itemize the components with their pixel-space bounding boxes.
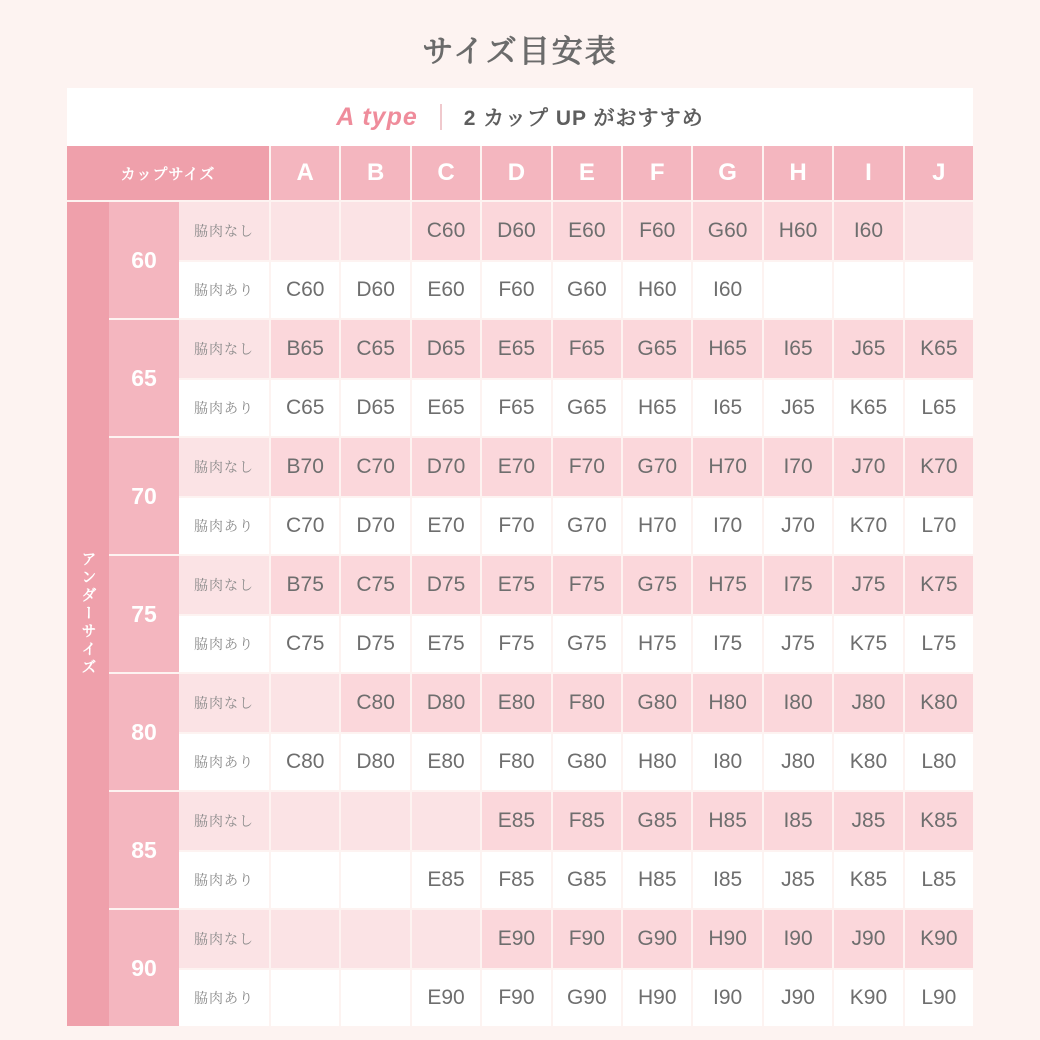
table-row [179,260,973,318]
size-table [67,88,973,1026]
size-cell: K65 [903,320,973,378]
row-label: 脇肉あり [179,970,269,1026]
table-body [67,200,973,1026]
size-cell [410,910,480,968]
size-cell: F70 [480,498,550,554]
size-cell: F60 [480,262,550,318]
size-cell: E60 [551,202,621,260]
size-cell: H65 [621,380,691,436]
row-label: 脇肉なし [179,674,269,732]
size-cell: H75 [691,556,761,614]
size-cell: F75 [480,616,550,672]
size-cell [762,262,832,318]
size-cell: G85 [621,792,691,850]
size-cell: F90 [551,910,621,968]
cup-header-h: H [762,146,832,200]
table-row [179,496,973,554]
size-cell: D75 [410,556,480,614]
size-cell: H65 [691,320,761,378]
size-cell: F70 [551,438,621,496]
size-cell: E90 [480,910,550,968]
cup-header-c: C [410,146,480,200]
size-cell: G65 [621,320,691,378]
size-cell: D65 [339,380,409,436]
size-cell: E70 [410,498,480,554]
under-size-value: 75 [109,556,179,672]
size-cell: I65 [762,320,832,378]
size-cell: H70 [621,498,691,554]
size-cell: K70 [832,498,902,554]
page-title: サイズ目安表 [422,34,618,69]
size-cell: D65 [410,320,480,378]
table-row [179,732,973,790]
size-cell: I85 [691,852,761,908]
size-cell [269,910,339,968]
size-cell: K65 [832,380,902,436]
row-label: 脇肉なし [179,320,269,378]
size-cell: K75 [903,556,973,614]
size-cell [903,202,973,260]
banner-divider [440,104,442,130]
size-cell: K90 [832,970,902,1026]
size-cell: I75 [762,556,832,614]
size-cell: B70 [269,438,339,496]
size-cell: G70 [551,498,621,554]
size-cell: I65 [691,380,761,436]
under-size-value: 80 [109,674,179,790]
size-cell: E90 [410,970,480,1026]
row-label: 脇肉なし [179,910,269,968]
size-cell: J70 [762,498,832,554]
under-size-value: 85 [109,792,179,908]
size-cell: F75 [551,556,621,614]
size-cell: C60 [410,202,480,260]
table-header-row [67,146,973,200]
size-cell: J65 [832,320,902,378]
type-label: A type [336,102,418,131]
size-cell: I60 [832,202,902,260]
size-cell: G70 [621,438,691,496]
size-cell: D70 [339,498,409,554]
size-cell: G90 [621,910,691,968]
size-cell: J70 [832,438,902,496]
size-cell: H70 [691,438,761,496]
under-size-group [109,908,973,1026]
table-row [179,614,973,672]
size-cell: H60 [762,202,832,260]
size-cell [339,792,409,850]
table-row [179,910,973,968]
size-cell: B65 [269,320,339,378]
size-cell: J90 [762,970,832,1026]
size-cell: H85 [691,792,761,850]
size-cell: C70 [269,498,339,554]
under-size-value: 65 [109,320,179,436]
size-cell: H80 [691,674,761,732]
under-size-axis-text: アンダーサイズ [79,551,97,677]
size-cell: G85 [551,852,621,908]
under-size-group [109,790,973,908]
size-cell: C65 [269,380,339,436]
table-row [179,320,973,378]
size-cell: G75 [551,616,621,672]
size-cell: I80 [762,674,832,732]
size-cell: K75 [832,616,902,672]
size-cell: I90 [762,910,832,968]
table-row [179,438,973,496]
size-cell: I75 [691,616,761,672]
size-cell: D60 [339,262,409,318]
size-cell: F80 [551,674,621,732]
size-cell: G80 [551,734,621,790]
size-cell: I60 [691,262,761,318]
size-cell: L80 [903,734,973,790]
size-cell: K80 [903,674,973,732]
size-cell: H75 [621,616,691,672]
size-cell: F65 [551,320,621,378]
size-cell: F85 [480,852,550,908]
size-cell: H90 [621,970,691,1026]
size-cell: I80 [691,734,761,790]
group-rows [179,202,973,318]
under-size-group [109,436,973,554]
size-cell [269,674,339,732]
size-cell: G65 [551,380,621,436]
size-cell: C75 [339,556,409,614]
size-cell: E85 [480,792,550,850]
size-cell: K85 [903,792,973,850]
size-cell [832,262,902,318]
size-cell: L75 [903,616,973,672]
size-cell: F90 [480,970,550,1026]
size-cell: G80 [621,674,691,732]
under-size-group [109,554,973,672]
cup-size-header-label: カップサイズ [67,146,269,200]
row-label: 脇肉なし [179,438,269,496]
size-cell: I90 [691,970,761,1026]
table-row [179,850,973,908]
size-cell [903,262,973,318]
size-cell: J65 [762,380,832,436]
size-cell: E75 [410,616,480,672]
cup-header-g: G [691,146,761,200]
size-cell: J85 [762,852,832,908]
size-cell: G75 [621,556,691,614]
group-rows [179,556,973,672]
size-cell: C60 [269,262,339,318]
size-cell: C80 [339,674,409,732]
size-cell: E60 [410,262,480,318]
row-label: 脇肉あり [179,616,269,672]
size-cell: K80 [832,734,902,790]
size-cell: J85 [832,792,902,850]
group-rows [179,910,973,1026]
size-cell: K90 [903,910,973,968]
row-label: 脇肉あり [179,852,269,908]
type-banner [67,88,973,146]
under-size-group [109,672,973,790]
size-cell [410,792,480,850]
size-cell: K70 [903,438,973,496]
size-cell: E80 [410,734,480,790]
under-size-value: 70 [109,438,179,554]
size-cell: C75 [269,616,339,672]
size-cell [339,852,409,908]
size-cell: E65 [410,380,480,436]
size-cell: J80 [832,674,902,732]
size-cell [339,910,409,968]
size-cell: F85 [551,792,621,850]
under-size-value: 90 [109,910,179,1026]
row-label: 脇肉あり [179,380,269,436]
table-row [179,792,973,850]
size-cell: D60 [480,202,550,260]
size-cell [339,202,409,260]
size-cell: F60 [621,202,691,260]
row-label: 脇肉あり [179,262,269,318]
row-label: 脇肉あり [179,498,269,554]
size-cell: G60 [691,202,761,260]
size-cell: E70 [480,438,550,496]
cup-header-j: J [903,146,973,200]
row-label: 脇肉あり [179,734,269,790]
size-cell [269,852,339,908]
size-cell: I85 [762,792,832,850]
size-cell: L70 [903,498,973,554]
size-cell [339,970,409,1026]
size-grid [109,200,973,1026]
size-cell [269,792,339,850]
size-cell: D80 [410,674,480,732]
size-cell [269,202,339,260]
size-cell: B75 [269,556,339,614]
size-cell: L65 [903,380,973,436]
size-cell: H80 [621,734,691,790]
size-cell: L85 [903,852,973,908]
row-label: 脇肉なし [179,202,269,260]
size-cell: J75 [762,616,832,672]
size-cell: D80 [339,734,409,790]
row-label: 脇肉なし [179,792,269,850]
size-cell: J75 [832,556,902,614]
under-size-value: 60 [109,202,179,318]
table-row [179,968,973,1026]
cup-header-b: B [339,146,409,200]
table-row [179,556,973,614]
size-cell: J90 [832,910,902,968]
size-cell: I70 [691,498,761,554]
row-label: 脇肉なし [179,556,269,614]
size-cell: F80 [480,734,550,790]
size-cell: F65 [480,380,550,436]
group-rows [179,320,973,436]
recommendation-label: 2 カップ UP がおすすめ [463,107,704,130]
size-cell: I70 [762,438,832,496]
size-cell: H60 [621,262,691,318]
cup-header-d: D [480,146,550,200]
cup-header-i: I [832,146,902,200]
group-rows [179,674,973,790]
table-row [179,378,973,436]
size-cell: H85 [621,852,691,908]
size-cell: D75 [339,616,409,672]
size-cell: E80 [480,674,550,732]
size-cell: G90 [551,970,621,1026]
size-cell: G60 [551,262,621,318]
group-rows [179,438,973,554]
size-cell: C65 [339,320,409,378]
table-row [179,674,973,732]
size-cell: E65 [480,320,550,378]
under-size-group [109,200,973,318]
table-row [179,202,973,260]
under-size-group [109,318,973,436]
size-cell: E85 [410,852,480,908]
size-cell [269,970,339,1026]
size-cell: L90 [903,970,973,1026]
size-cell: E75 [480,556,550,614]
cup-header-a: A [269,146,339,200]
size-cell: C80 [269,734,339,790]
group-rows [179,792,973,908]
under-size-axis-label [67,200,109,1026]
size-cell: J80 [762,734,832,790]
size-cell: K85 [832,852,902,908]
cup-header-f: F [621,146,691,200]
size-cell: C70 [339,438,409,496]
size-cell: H90 [691,910,761,968]
cup-header-e: E [551,146,621,200]
size-cell: D70 [410,438,480,496]
